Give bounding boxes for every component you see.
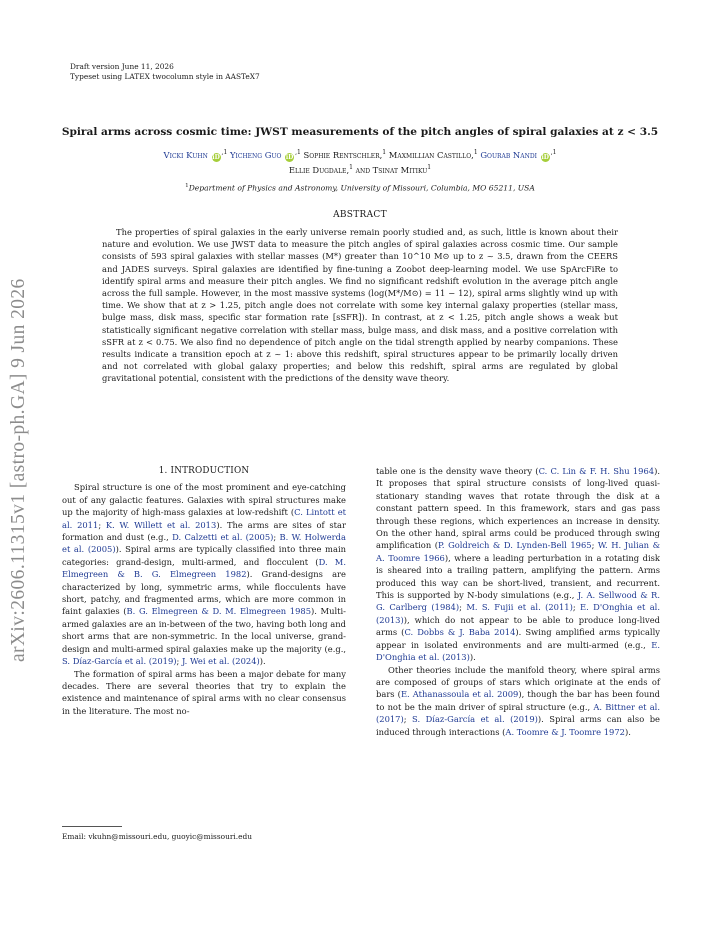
author-link[interactable]: Gourab Nandi [480, 149, 538, 160]
intro-paragraph-4: Other theories include the manifold theory, where spiral arms are composed of groups of stars which originate at the ends of bars (E. Athanassoula et al. 2009), though the bar has been found to not be the main driver of spiral structure (e.g., A. Bittner et al. (2017); S. Díaz-García et al. (2019)). Spiral arms can also be induced through interactions (A. Toomre & J. Toomre 1972). [376, 664, 660, 737]
citation-link[interactable]: C. Dobbs & J. Baba 2014 [404, 627, 516, 638]
citation-link[interactable]: P. Goldreich & D. Lynden-Bell 1965 [437, 540, 592, 551]
citation-link[interactable]: D. Calzetti et al. (2005) [172, 532, 274, 543]
arxiv-stamp: arXiv:2606.11315v1 [astro-ph.GA] 9 Jun 2026 [8, 278, 29, 662]
citation-link[interactable]: E. Athanassoula et al. 2009 [400, 689, 519, 700]
citation-link[interactable]: C. Lintott et al. 2011 [62, 507, 346, 530]
citation-link[interactable]: M. S. Fujii et al. (2011) [466, 602, 573, 613]
paper-title: Spiral arms across cosmic time: JWST measurements of the pitch angles of spiral galaxies at z < 3.5 [61, 126, 659, 138]
abstract-text: The properties of spiral galaxies in the early universe remain poorly studied and, as such, little is known about their nature and evolution. We use JWST data to measure the pitch angles of spiral galaxies across cosmic time. Our sample consists of 593 spiral galaxies with stellar masses (M*) greater than 10^10 M⊙ up to z ~ 3.5, drawn from the CEERS and JADES surveys. Spiral galaxies are identified by fine-tuning a Zoobot deep-learning model. We use SpArcFiRe to identify spiral arms and measure their pitch angles. We find no significant redshift evolution in the average pitch angle across the full sample. However, in the most massive systems (log(M*/M⊙) = 11 − 12), spiral arms slightly wind up with time. We show that at z > 1.25, pitch angle does not correlate with some key internal galaxy properties (stellar mass, bulge mass, disk mass, specific star formation rate [sSFR]). In contrast, at z < 1.25, pitch angle shows a weak but statistically significant negative correlation with stellar mass, bulge mass, and disk mass, and a positive correlation with sSFR at z < 0.75. We also find no dependence of pitch angle on the tidal strength applied by nearby companions. These results indicate a transition epoch at z ~ 1: above this redshift, spiral structures appear to be primarily locally driven and not correlated with global galaxy properties; and below this redshift, spiral arms are regulated by global gravitational potential, consistent with the predictions of the density wave theory. [102, 227, 618, 384]
section-heading: 1. INTRODUCTION [158, 466, 250, 476]
orcid-icon[interactable]: iD [285, 153, 294, 161]
intro-paragraph-1: Spiral structure is one of the most prominent and eye-catching out of any galactic features. Galaxies with spiral structures make up the majority of high-mass galaxies at low-redshift (C. Lintott et al. 2011; K. W. Willett et al. 2013). The arms are sites of star formation and dust (e.g., D. Calzetti et al. (2005); B. W. Holwerda et al. (2005)). Spiral arms are typically classified into three main categories: grand-design, multi-armed, and flocculent (D. M. Elmegreen & B. G. Elmegreen 1982). Grand-designs are characterized by long, symmetric arms, while flocculents have short, patchy, and fragmented arms, which are more common in faint galaxies (B. G. Elmegreen & D. M. Elmegreen 1985). Multi-armed galaxies are an in-between of the two, having both long and short arms that are non-symmetric. In the local universe, grand-design and multi-armed spiral galaxies make up the majority (e.g., S. Díaz-García et al. (2019); J. Wei et al. (2024)). [62, 482, 346, 667]
affiliation-text: Department of Physics and Astronomy, University of Missouri, Columbia, MO 65211, USA [188, 183, 535, 193]
right-column [376, 465, 660, 738]
intro-paragraph-2: The formation of spiral arms has been a major debate for many decades. There are several theories that try to explain the existence and maintenance of spiral arms with no clear consensus in the literature. The most no- [62, 668, 346, 716]
citation-link[interactable]: E. D'Onghia et al. (2013) [376, 602, 660, 625]
author-link[interactable]: Yicheng Guo [229, 149, 282, 160]
typeset-note: Typeset using LATEX twocolumn style in AASTeX7 [70, 72, 260, 81]
intro-paragraph-3: table one is the density wave theory (C. C. Lin & F. H. Shu 1964). It proposes that spiral structure consists of long-lived quasi-stationary standing waves that rotate through the disk at a constant pattern speed. In this framework, stars and gas pass through these regions, which experiences an increase in density. On the other hand, spiral arms could be produced through swing amplification (P. Goldreich & D. Lynden-Bell 1965; W. H. Julian & A. Toomre 1966), where a leading perturbation in a rotating disk is sheared into a trailing pattern, amplifying the pattern. Arms produced this way can be short-lived, transient, and recurrent. This is supported by N-body simulations (e.g., J. A. Sellwood & R. G. Carlberg (1984); M. S. Fujii et al. (2011); E. D'Onghia et al. (2013)), which do not appear to be able to produce long-lived arms (C. Dobbs & J. Baba 2014). Swing amplified arms typically appear in isolated environments and are multi-armed (e.g., E. D'Onghia et al. (2013)). [376, 466, 660, 663]
citation-link[interactable]: S. Díaz-García et al. (2019) [62, 656, 177, 667]
author-name: Maxmillian Castillo, [388, 149, 474, 160]
citation-link[interactable]: S. Díaz-García et al. (2019) [412, 714, 538, 725]
citation-link[interactable]: W. H. Julian & A. Toomre 1966 [376, 540, 660, 563]
citation-link[interactable]: B. G. Elmegreen & D. M. Elmegreen 1985 [126, 606, 312, 617]
email-footnote: Email: vkuhn@missouri.edu, guoyic@missouri.edu [62, 832, 252, 841]
citation-link[interactable]: B. W. Holwerda et al. (2005) [62, 532, 346, 555]
author-name: Sophie Rentschler, [303, 149, 383, 160]
citation-link[interactable]: C. C. Lin & F. H. Shu 1964 [538, 466, 655, 476]
citation-link[interactable]: D. M. Elmegreen & B. G. Elmegreen 1982 [62, 556, 346, 580]
citation-link[interactable]: A. Toomre & J. Toomre 1972 [505, 726, 625, 737]
left-column [62, 465, 346, 717]
citation-link[interactable]: J. A. Sellwood & R. G. Carlberg (1984) [376, 590, 660, 613]
affiliation: $^1$Department of Physics and Astronomy, University of Missouri, Columbia, MO 65211, USA [185, 183, 535, 193]
author-list: Vicki Kuhn $iD^{,1}$ Yicheng Guo $iD^{,1}$ Sophie Rentschler,$^1$ Maxmillian Castillo,$^1$ Gourab Nandi $iD^{,1}$ Ellie Dugdale,$^1$ and Tsinat Mitiku$^1$ [163, 149, 557, 175]
author-link[interactable]: Vicki Kuhn [163, 149, 208, 160]
footnote-rule [62, 826, 122, 827]
citation-link[interactable]: K. W. Willett et al. 2013 [105, 519, 217, 530]
orcid-icon[interactable]: iD [212, 153, 220, 161]
draft-version: Draft version June 11, 2026 [70, 62, 174, 71]
orcid-icon[interactable]: iD [541, 153, 549, 161]
author-name: and Tsinat Mitiku [355, 164, 428, 175]
abstract [102, 226, 618, 385]
citation-link[interactable]: E. D'Onghia et al. (2013) [376, 639, 660, 663]
abstract-heading: ABSTRACT [333, 210, 387, 220]
header-block [70, 62, 260, 82]
author-name: Ellie Dugdale, [288, 164, 350, 175]
citation-link[interactable]: A. Bittner et al. (2017) [376, 701, 660, 725]
citation-link[interactable]: J. Wei et al. (2024) [181, 656, 260, 667]
